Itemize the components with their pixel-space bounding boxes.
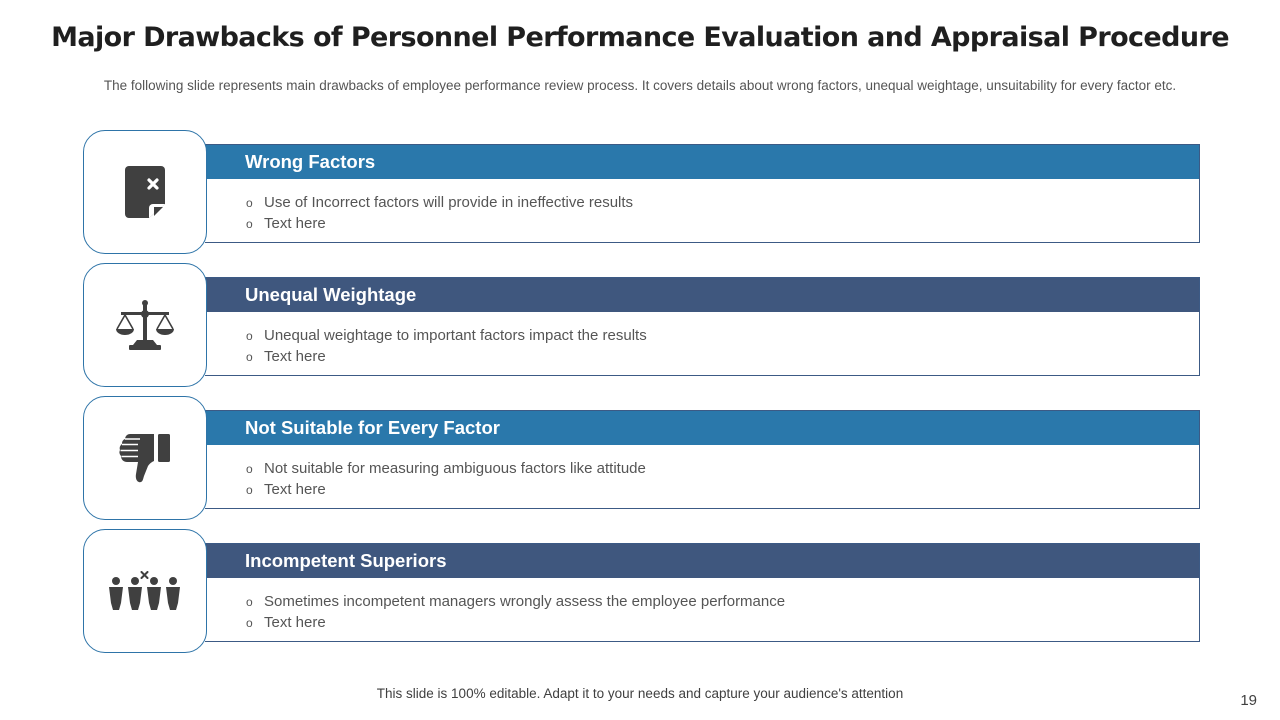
balance-scale-icon [115, 299, 175, 351]
bullet-marker: o [246, 482, 253, 497]
card-title: Incompetent Superiors [205, 544, 1199, 578]
card-title: Wrong Factors [205, 145, 1199, 179]
bullet-marker: o [246, 615, 253, 630]
bullet-marker: o [246, 595, 253, 609]
card-title: Not Suitable for Every Factor [205, 411, 1199, 445]
bullet-marker: o [246, 196, 253, 210]
bullet-item: o Unequal weightage to important factors impact the results [246, 326, 1199, 347]
thumbs-down-icon [118, 432, 172, 484]
drawback-row-wrong-factors [83, 130, 1200, 254]
slide-subtitle: The following slide represents main drawbacks of employee performance review process. It covers details about wrong factors, unequal weightage, unsuitability for every factor etc. [103, 78, 1177, 93]
bullet-item: o Sometimes incompetent managers wrongly assess the employee performance [246, 592, 1199, 613]
drawback-row-incompetent-superiors [83, 529, 1200, 653]
card-title: Unequal Weightage [205, 278, 1199, 312]
drawback-row-not-suitable [83, 396, 1200, 520]
bullet-marker: o [246, 462, 253, 476]
people-cross-icon [107, 571, 183, 611]
drawback-card [205, 277, 1200, 376]
page-number: 19 [1240, 692, 1257, 709]
drawback-card [205, 543, 1200, 642]
drawback-row-unequal-weightage [83, 263, 1200, 387]
bullet-marker: o [246, 216, 253, 231]
slide-title: Major Drawbacks of Personnel Performance Evaluation and Appraisal Procedure [51, 22, 1229, 53]
bullet-item: o Text here [246, 214, 1199, 235]
bullet-item: o Text here [246, 613, 1199, 634]
bullet-marker: o [246, 329, 253, 343]
drawback-card [205, 410, 1200, 509]
icon-box [83, 263, 207, 387]
bullet-item: o Text here [246, 347, 1199, 368]
slide-footer: This slide is 100% editable. Adapt it to your needs and capture your audience's attention [376, 686, 904, 701]
icon-box [83, 529, 207, 653]
document-cross-icon [123, 164, 167, 220]
bullet-item: o Text here [246, 480, 1199, 501]
icon-box [83, 396, 207, 520]
drawback-card [205, 144, 1200, 243]
bullet-item: o Use of Incorrect factors will provide in ineffective results [246, 193, 1199, 214]
icon-box [83, 130, 207, 254]
bullet-marker: o [246, 349, 253, 364]
bullet-item: o Not suitable for measuring ambiguous factors like attitude [246, 459, 1199, 480]
